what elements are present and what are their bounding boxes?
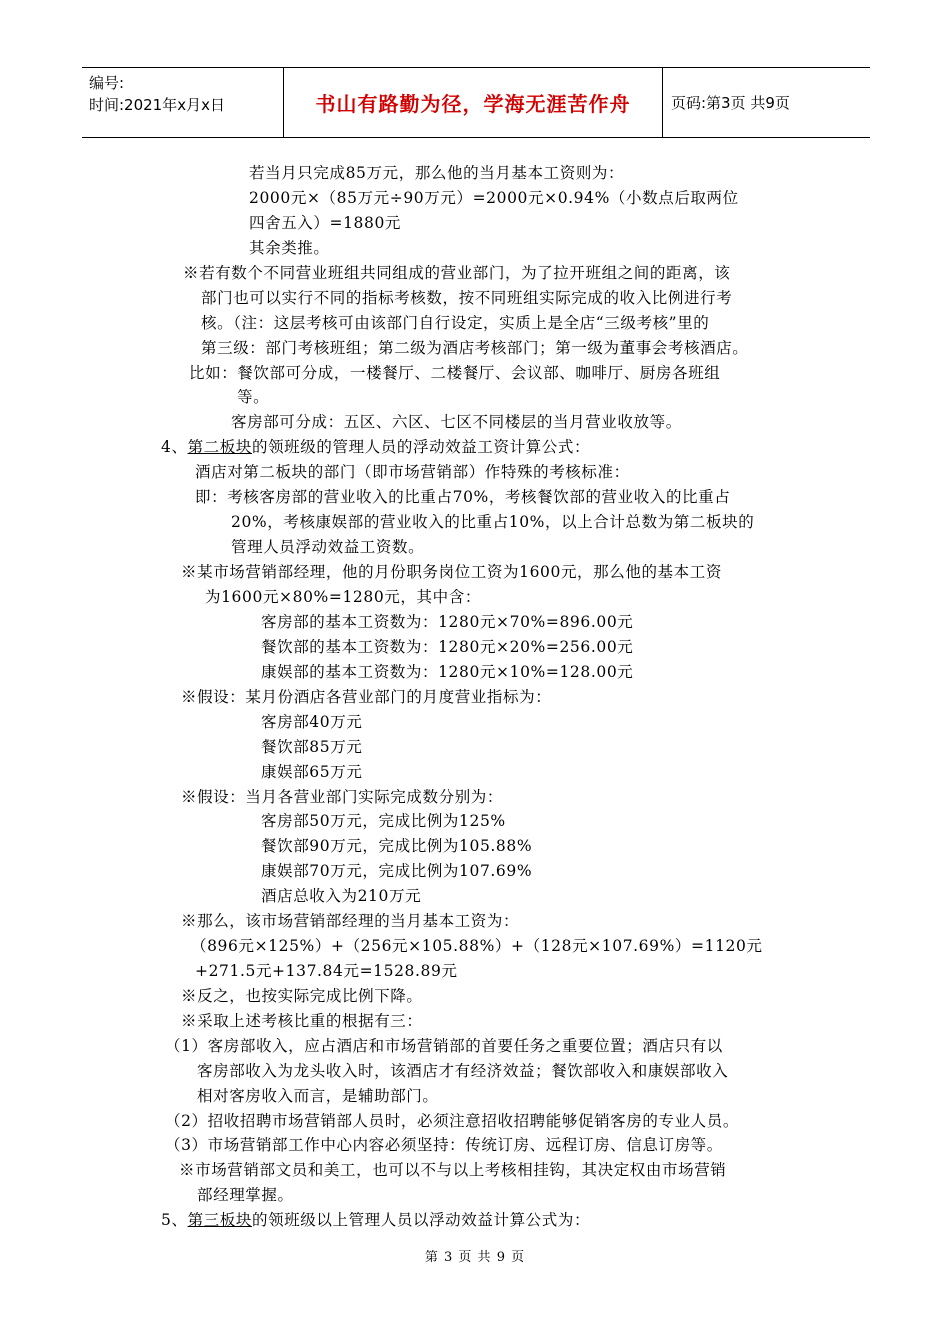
text-line: 四舍五入）=1880元 — [249, 214, 402, 232]
text-line: 客房部的基本工资数为：1280元×70%=896.00元 — [261, 613, 634, 631]
text-line: （3）市场营销部工作中心内容必须坚持：传统订房、远程订房、信息订房等。 — [165, 1136, 723, 1154]
text-line: 客房部50万元，完成比例为125% — [261, 812, 506, 830]
text-line: 客房部40万元 — [261, 713, 363, 731]
header-motto: 书山有路勤为径，学海无涯苦作舟 — [284, 68, 663, 137]
section-underlined-term: 第三板块 — [187, 1211, 252, 1229]
text-line: 部经理掌握。 — [197, 1186, 294, 1204]
text-line: 其余类推。 — [249, 239, 330, 257]
text-line: ※某市场营销部经理，他的月份职务岗位工资为1600元，那么他的基本工资 — [181, 563, 722, 581]
section-heading-text: 的领班级以上管理人员以浮动效益计算公式为： — [251, 1211, 591, 1229]
text-line: 第三级：部门考核班组；第二级为酒店考核部门；第一级为董事会考核酒店。 — [201, 339, 749, 357]
text-line: ※那么，该市场营销部经理的当月基本工资为： — [181, 912, 520, 930]
text-line: （896元×125%）+（256元×105.88%）+（128元×107.69%）=1120元 — [191, 937, 763, 955]
text-line: 2000元×（85万元÷90万元）=2000元×0.94%（小数点后取两位 — [249, 189, 739, 207]
text-line: ※假设：当月各营业部门实际完成数分别为： — [181, 788, 504, 806]
text-line: ※假设：某月份酒店各营业部门的月度营业指标为： — [181, 688, 552, 706]
text-line: 20%，考核康娱部的营业收入的比重占10%，以上合计总数为第二板块的 — [231, 513, 755, 531]
text-line: 餐饮部85万元 — [261, 738, 363, 756]
text-line: ※市场营销部文员和美工，也可以不与以上考核相挂钩，其决定权由市场营销 — [179, 1161, 727, 1179]
text-line: 客房部收入为龙头收入时，该酒店才有经济效益；餐饮部收入和康娱部收入 — [197, 1062, 729, 1080]
header-page-number: 页码:第3页 共9页 — [671, 94, 790, 112]
text-line: （2）招收招聘市场营销部人员时，必须注意招收招聘能够促销客房的专业人员。 — [165, 1112, 739, 1130]
text-line: 管理人员浮动效益工资数。 — [231, 538, 425, 556]
text-line: 康娱部的基本工资数为：1280元×10%=128.00元 — [261, 663, 634, 681]
text-line: 餐饮部90万元，完成比例为105.88% — [261, 837, 533, 855]
text-line: （1）客房部收入，应占酒店和市场营销部的首要任务之重要位置；酒店只有以 — [165, 1037, 723, 1055]
section-heading-5 — [161, 1209, 590, 1231]
text-line: 若当月只完成85万元，那么他的当月基本工资则为： — [249, 164, 625, 182]
text-line: 相对客房收入而言，是辅助部门。 — [197, 1087, 439, 1105]
text-line: 餐饮部的基本工资数为：1280元×20%=256.00元 — [261, 638, 634, 656]
text-line: 酒店总收入为210万元 — [261, 887, 422, 905]
text-line: ※反之，也按实际完成比例下降。 — [181, 987, 423, 1005]
text-line: 康娱部65万元 — [261, 763, 363, 781]
document-number-label: 编号: — [89, 74, 125, 92]
section-heading-4 — [161, 436, 590, 458]
header-meta — [82, 68, 284, 137]
text-line: 康娱部70万元，完成比例为107.69% — [261, 862, 533, 880]
text-line: +271.5元+137.84元=1528.89元 — [195, 962, 458, 980]
section-heading-text: 的领班级的管理人员的浮动效益工资计算公式： — [251, 438, 591, 456]
section-number: 4、 — [161, 438, 188, 456]
text-line: 等。 — [237, 388, 270, 406]
page-footer: 第 3 页 共 9 页 — [424, 1250, 526, 1265]
text-line: 即：考核客房部的营业收入的比重占70%，考核餐饮部的营业收入的比重占 — [195, 488, 731, 506]
text-line: 客房部可分成：五区、六区、七区不同楼层的当月营业收放等。 — [231, 413, 682, 431]
text-line: ※若有数个不同营业班组共同组成的营业部门，为了拉开班组之间的距离，该 — [183, 264, 731, 282]
text-line: ※采取上述考核比重的根据有三： — [181, 1012, 423, 1030]
text-line: 核。（注：这层考核可由该部门自行设定，实质上是全店“三级考核”里的 — [201, 314, 710, 332]
section-number: 5、 — [161, 1211, 188, 1229]
text-line: 为1600元×80%=1280元，其中含： — [205, 588, 481, 606]
page-header — [82, 67, 870, 138]
text-line: 比如：餐饮部可分成，一楼餐厅、二楼餐厅、会议部、咖啡厅、厨房各班组 — [189, 364, 721, 382]
text-line: 部门也可以实行不同的指标考核数，按不同班组实际完成的收入比例进行考 — [201, 289, 733, 307]
text-line: 酒店对第二板块的部门（即市场营销部）作特殊的考核标准： — [195, 463, 630, 481]
document-date-label: 时间:2021年x月x日 — [89, 96, 225, 114]
section-underlined-term: 第二板块 — [187, 438, 252, 456]
